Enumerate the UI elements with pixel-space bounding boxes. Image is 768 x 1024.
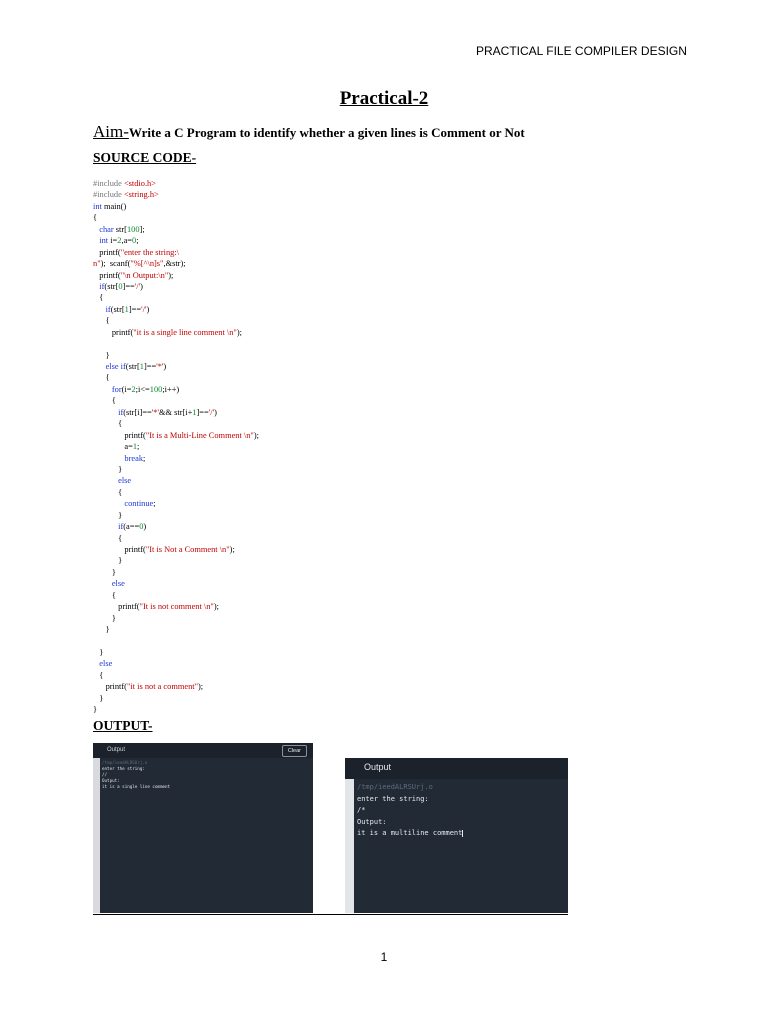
code-line: { (93, 419, 123, 429)
page-title: Practical-2 (339, 88, 429, 109)
output-panel-header (93, 743, 313, 758)
output-tab: Output (364, 762, 392, 772)
output-line: it is a multiline comment (357, 829, 463, 838)
output-line: Output: (357, 817, 387, 826)
code-line: printf("enter the string:\ (93, 247, 179, 257)
code-line: printf("It is a Multi-Line Comment \n"); (93, 430, 259, 440)
code-line: { (93, 670, 104, 680)
code-line: } (93, 510, 123, 520)
output-line: /tmp/ieedALRSUrj.o (102, 760, 148, 765)
code-line: { (93, 293, 104, 303)
code-line: int i=2,a=0; (99, 236, 139, 246)
code-line: } (93, 567, 116, 577)
source-code-heading: SOURCE CODE- (93, 150, 197, 165)
horizontal-rule (93, 914, 568, 915)
code-line: { (93, 487, 123, 497)
code-line: if(str[0]=='/') (99, 281, 143, 291)
code-line: break; (124, 453, 146, 463)
code-line: } (93, 613, 116, 623)
output-screenshot-multiline (345, 758, 568, 913)
scroll-gutter (345, 779, 354, 913)
code-line: a=1; (93, 442, 140, 452)
code-line: int main() (93, 201, 127, 211)
terminal-output (357, 782, 463, 840)
code-line: } (93, 647, 104, 657)
code-line: printf("\n Output:\n"); (93, 270, 174, 280)
output-tab: Output (107, 747, 126, 753)
output-heading: OUTPUT- (93, 718, 153, 733)
text-cursor (462, 830, 463, 837)
code-line: char str[100]; (99, 224, 145, 234)
code-line: else (118, 476, 132, 486)
clear-button: Clear (282, 745, 307, 757)
output-line: /tmp/ieedALRSUrj.o (357, 783, 433, 791)
code-line: #include <string.h> (93, 190, 159, 200)
aim-text: Write a C Program to identify whether a given lines is Comment or Not (128, 125, 525, 140)
output-line: // (102, 772, 108, 777)
code-line: } (93, 350, 110, 360)
code-line: printf("it is not a comment"); (93, 682, 204, 692)
code-line: { (93, 533, 123, 543)
code-line: if(str[i]=='*'&& str[i+1]=='/') (118, 407, 217, 417)
code-line: continue; (124, 499, 156, 509)
code-line: { (93, 590, 116, 600)
code-line: { (93, 373, 110, 383)
code-line: printf("It is Not a Comment \n"); (93, 545, 235, 554)
aim-label: Aim- (93, 122, 129, 141)
source-code-block (93, 178, 259, 716)
code-line: { (93, 213, 98, 223)
code-line: else if(str[1]=='*') (105, 362, 167, 371)
code-line: } (93, 705, 98, 715)
output-line: enter the string: (102, 766, 145, 771)
output-line: /* (357, 806, 366, 815)
code-line: { (93, 316, 110, 326)
code-line: n"); scanf("%[^\n]s",&str); (93, 259, 186, 269)
code-line (93, 338, 259, 349)
code-line: else (99, 659, 113, 669)
code-line (93, 636, 259, 647)
output-line: enter the string: (357, 794, 429, 803)
code-line: } (93, 464, 123, 474)
code-line: } (93, 693, 104, 703)
running-header: PRACTICAL FILE COMPILER DESIGN (476, 44, 687, 58)
page-number: 1 (380, 950, 388, 964)
code-line: for(i=2;i<=100;i++) (111, 384, 180, 394)
code-line: printf("It is not comment \n"); (93, 602, 219, 612)
output-line: it is a single line comment (102, 784, 171, 789)
code-line: { (93, 396, 116, 406)
code-line: printf("it is a single line comment \n"); (93, 327, 242, 337)
code-line: } (93, 556, 123, 566)
code-line: if(a==0) (118, 522, 147, 532)
code-line: #include <stdio.h> (93, 179, 156, 188)
aim-statement (93, 122, 525, 142)
scroll-gutter (93, 758, 100, 913)
output-line: Output: (102, 778, 120, 783)
output-panel-header (345, 758, 568, 779)
code-line: } (93, 625, 110, 635)
terminal-output (102, 760, 170, 790)
code-line: else (111, 579, 125, 589)
output-screenshot-single-line (93, 743, 313, 913)
code-line: if(str[1]=='/') (105, 304, 150, 314)
